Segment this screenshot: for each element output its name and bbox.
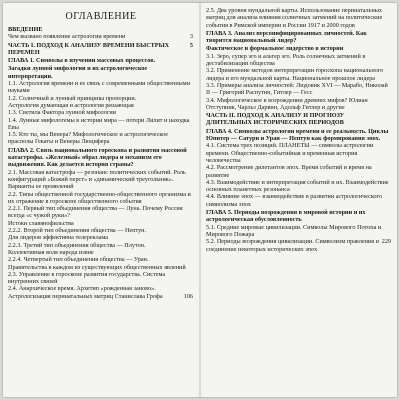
toc-entry <box>8 220 194 227</box>
toc-entry-text: Астрология думающая и астрология решающая <box>8 101 134 109</box>
toc-page-number: 3 <box>189 33 193 41</box>
toc-entry <box>206 224 392 239</box>
toc-entry <box>206 67 392 82</box>
toc-entry <box>8 131 194 146</box>
toc-entry-text: ЧАСТЬ II. ПОДХОД К АНАЛИЗУ И ПРОГНОЗУ ДЛИТЕЛЬНЫХ ИСТОРИЧЕСКИХ ПЕРИОДОВ <box>206 112 345 127</box>
toc-entry-text: 2.1. Массовая катастрофа — резонанс политических событий. Роль конфигураций «Божий перст» и «динамический треугольник». Варианты ее проявлений <box>8 168 186 191</box>
toc-heading <box>206 128 392 143</box>
toc-entry <box>8 95 194 102</box>
toc-entry <box>8 242 194 249</box>
toc-entry-text: 4.2. Рассмотрение дилетантов эпох. Время событий и время на развитие <box>206 164 372 179</box>
toc-entry <box>8 102 194 109</box>
toc-entry <box>8 234 194 241</box>
toc-entry-text: Астрологизация перинатальных матриц Станислава Грофа <box>8 292 163 300</box>
toc-heading <box>8 65 194 80</box>
left-page <box>8 7 194 391</box>
toc-heading <box>8 57 194 64</box>
toc-entry <box>206 53 392 68</box>
toc-entry-text: ГЛАВА 2. Связь национального гороскопа и развития массовой катастрофы. «Железный» образ лидера и механизм его выдвижения. Как делается история страны? <box>8 146 187 169</box>
toc-title: ОГЛАВЛЕНИЕ <box>65 11 137 22</box>
toc-entry-text: 5.2. Периоды возрождения цивилизации. Символизм правления и соединение некоторых исторических эпох <box>206 238 379 253</box>
toc-entry-text: Фактическое и формальное лидерство в истории <box>206 45 344 53</box>
toc-entry <box>206 164 392 179</box>
toc-heading <box>8 42 194 57</box>
toc-entry-text: Загадки лунной мифологии и их астрологическое интерпретации. <box>8 65 148 80</box>
toc-entry <box>8 293 194 300</box>
book-spread <box>3 3 397 397</box>
toc-entry <box>8 117 194 132</box>
toc-entry-text: 1.4. Лунные мифологемы в истории мира — потери Лилит и находка Евы <box>8 116 190 131</box>
toc-entry-text: ВВЕДЕНИЕ <box>8 26 43 33</box>
toc-entry <box>8 256 194 263</box>
toc-entry <box>8 169 194 191</box>
toc-entry <box>8 285 194 292</box>
toc-entry <box>206 97 392 112</box>
toc-entry-text: 3.3. Примеры анализа личностей: Людовик XVI — Марабо, Николай II — Григорий Распутин, Гитлер — Гесс <box>206 81 388 97</box>
toc-entry <box>8 271 194 286</box>
toc-entry-text: 5.1. Средние мировые цивилизации. Символы Мирового Потопа и Мирового Пожара <box>206 223 382 238</box>
toc-entry-text: 1.5. Кто ты, мы Венера? Мифологическое и астрологическое прасполы Гекаты и Венеры Люцифера <box>8 131 169 146</box>
toc-entry-text: 3.1. Зеро, супер эго и альтер эго. Роль солнечных затмений в дестабилизации общества <box>206 52 366 68</box>
toc-entry-text: 4.1. Система трех позиций. ПЛАНЕТЫ — символы астрологии времени. Общественно-событийная и временная история человечества <box>206 142 374 164</box>
toc-entry <box>8 249 194 256</box>
toc-page-number: 106 <box>183 292 193 300</box>
toc-entry-text: ЧАСТЬ I. ПОДХОД К АНАЛИЗУ ВРЕМЕНИ БЫСТРЫХ ПЕРЕМЕН <box>8 41 170 56</box>
right-entry-list <box>206 7 392 253</box>
toc-entry-text: 2.5. Два уровня мундальной карты. Использование перинатальных матриц для анализа влияния солнечных затмений на политические события в Римской империи и России 1917 и 2000 годов <box>206 7 383 29</box>
toc-entry <box>8 264 194 271</box>
toc-entry-text: 2.2.1. Первый тип объединения общества — Луна. Почему Россия всегда «с чужой руки»? <box>8 205 183 220</box>
toc-entry <box>8 227 194 234</box>
toc-heading <box>206 112 392 127</box>
toc-entry-text: ГЛАВА 1. Символы в изучении массовых процессов. <box>8 57 156 65</box>
right-page <box>206 7 392 391</box>
toc-entry-text: 2.2.2. Второй тип объединения общества — Нептун. <box>8 227 147 235</box>
toc-page-number: 229 <box>381 238 391 246</box>
toc-entry-text: ГЛАВА 4. Символы астрологии времени и ее реальность. Циклы Юпитер — Сатурн и Уран — Нептун как формирования эпох. <box>206 127 389 143</box>
toc-entry <box>8 191 194 206</box>
toc-entry-text: 1.2. Солнечный и лунный принципы пропорции. <box>8 94 137 102</box>
toc-heading <box>206 30 392 45</box>
toc-entry <box>206 142 392 164</box>
toc-entry <box>8 33 194 40</box>
toc-entry <box>206 193 392 208</box>
toc-entry-text: 2.2.3. Третий тип объединения общества — Плутон. <box>8 241 146 249</box>
toc-entry-text: Чем вызвано появление астрологии времени <box>8 33 126 41</box>
toc-entry-text: 2.4. Анархическое время. Архетип «рожденная заново». <box>8 285 156 293</box>
toc-entry-text: 2.2.4. Четвертый тип объединения общества — Уран. <box>8 256 149 264</box>
toc-entry <box>206 7 392 29</box>
toc-entry-text: 2.3. Управление в гороскопе развития государства. Система внутренних связей <box>8 270 166 286</box>
toc-entry-text: 4.3. Взаимодействие и интерпретация событий и их. Взаимодействие основных планетных резонанса <box>206 178 389 194</box>
left-entry-list <box>8 26 194 300</box>
toc-entry <box>8 80 194 95</box>
toc-entry-text: 1.1. Астрология времени и ее связь с современными общественными науками <box>8 80 191 95</box>
toc-entry <box>206 82 392 97</box>
toc-entry-text: Правительства в каждом из существующих общественных явлений <box>8 263 186 271</box>
toc-entry-text: 4.4. Влияние эпох — взаимодействие в развитии астрологического символизма эпох <box>206 193 383 208</box>
toc-entry <box>8 109 194 116</box>
toc-entry <box>206 179 392 194</box>
toc-entry-text: 2.2. Типы общественной государственно-общественного организма и их отражение в гороскопе общественного события <box>8 190 191 205</box>
toc-heading <box>206 209 392 224</box>
toc-entry-text: ГЛАВА 5. Периоды возрождения в мировой истории и их астрологическая обусловленность <box>206 209 366 224</box>
toc-entry-text: 3.4. Мифологическое в возрождении древних мифов? Юлиан Отступник, Чарльз Дарвин, Адольф Гитлер и другие <box>206 96 368 111</box>
toc-entry-text: Коллективная воля народа извне <box>8 248 94 256</box>
toc-entry <box>206 238 392 253</box>
toc-entry-text: Истоки славянофильства <box>8 219 74 227</box>
toc-entry-text: 3.2. Применение методов интерпретации гороскопа национального лидера и его мундальной карты. Национальное прошлое лидера <box>206 67 384 82</box>
toc-heading <box>8 147 194 169</box>
toc-entry-text: 1.3. Светила Фактора лунной мифологии <box>8 109 116 117</box>
toc-page-number: 5 <box>189 41 193 49</box>
toc-heading <box>8 26 194 33</box>
toc-entry-text: ГЛАВА 3. Анализ персонифицированных личностей. Как творится национальный лидер? <box>206 29 367 45</box>
toc-entry-text: Для лидеров эффективна телереклама <box>8 234 109 242</box>
toc-entry <box>8 205 194 220</box>
toc-heading <box>206 45 392 52</box>
book-fold <box>199 3 201 397</box>
